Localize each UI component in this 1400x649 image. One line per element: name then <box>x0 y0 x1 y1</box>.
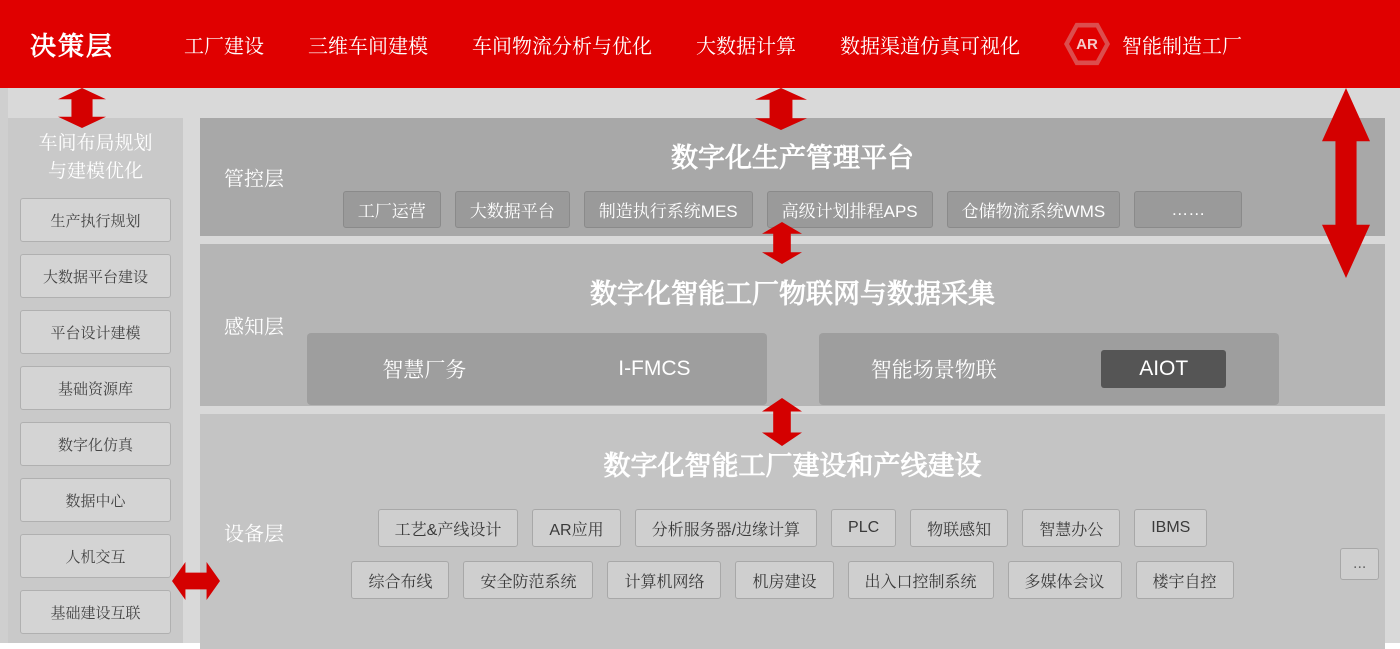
control-layer-chips <box>200 191 1385 228</box>
device-chip-r2-6[interactable]: 楼宇自控 <box>1136 561 1234 599</box>
sidebar-title <box>20 130 171 186</box>
device-chip-more[interactable]: ... <box>1340 548 1379 580</box>
device-chip-r1-0[interactable]: 工艺&产线设计 <box>378 509 519 547</box>
sensing-box-1[interactable] <box>819 333 1279 405</box>
device-chip-r2-5[interactable]: 多媒体会议 <box>1008 561 1122 599</box>
sensing-box-0[interactable] <box>307 333 767 405</box>
left-edge-stripe <box>0 88 8 643</box>
decision-layer-bar <box>0 0 1400 88</box>
sidebar-workshop-layout <box>8 118 183 643</box>
sidebar-title-line2: 与建模优化 <box>47 161 143 182</box>
sidebar-item-7[interactable]: 基础建设互联 <box>20 590 171 634</box>
device-chip-r2-0[interactable]: 综合布线 <box>351 561 449 599</box>
control-chip-4[interactable]: 仓储物流系统WMS <box>947 191 1121 228</box>
control-chip-more[interactable]: …… <box>1134 191 1242 228</box>
sidebar-item-1[interactable]: 大数据平台建设 <box>20 254 171 298</box>
topbar-item-2[interactable]: 车间物流分析与优化 <box>472 35 653 58</box>
device-layer-label: 设备层 <box>224 523 284 545</box>
ar-hexagon-icon <box>1064 21 1110 67</box>
ar-badge-label: AR <box>1076 35 1098 53</box>
sensing-layer-band <box>200 244 1385 406</box>
sensing-box-0-right: I-FMCS <box>618 357 691 380</box>
device-chip-r1-4[interactable]: 物联感知 <box>910 509 1008 547</box>
device-chip-r2-4[interactable]: 出入口控制系统 <box>848 561 994 599</box>
control-layer-band <box>200 118 1385 236</box>
device-chip-r1-5[interactable]: 智慧办公 <box>1022 509 1120 547</box>
topbar-item-1[interactable]: 三维车间建模 <box>308 35 429 58</box>
device-chip-r1-3[interactable]: PLC <box>831 509 896 547</box>
device-chip-r1-1[interactable]: AR应用 <box>532 509 620 547</box>
device-chip-r1-2[interactable]: 分析服务器/边缘计算 <box>635 509 817 547</box>
device-chip-r2-2[interactable]: 计算机网络 <box>607 561 721 599</box>
sensing-layer-title: 数字化智能工厂物联网与数据采集 <box>590 279 995 309</box>
control-chip-1[interactable]: 大数据平台 <box>455 191 570 228</box>
device-chip-r2-3[interactable]: 机房建设 <box>735 561 833 599</box>
device-row-1 <box>218 509 1367 547</box>
layers-column <box>200 118 1385 649</box>
sensing-layer-boxes <box>200 333 1385 405</box>
device-layer-title: 数字化智能工厂建设和产线建设 <box>603 451 982 481</box>
topbar-item-3[interactable]: 大数据计算 <box>696 35 797 58</box>
sensing-box-1-left: 智能场景物联 <box>870 359 997 382</box>
device-layer-rows <box>200 509 1385 599</box>
sensing-box-1-right-aiot[interactable]: AIOT <box>1101 350 1226 388</box>
decision-layer-title: 决策层 <box>30 30 115 61</box>
sidebar-item-4[interactable]: 数字化仿真 <box>20 422 171 466</box>
topbar-item-4[interactable]: 数据渠道仿真可视化 <box>840 35 1021 58</box>
control-chip-0[interactable]: 工厂运营 <box>343 191 441 228</box>
decision-layer-items <box>184 21 1400 67</box>
topbar-item-smart-factory[interactable]: 智能制造工厂 <box>1122 35 1243 58</box>
topbar-item-0[interactable]: 工厂建设 <box>184 35 265 58</box>
sidebar-item-5[interactable]: 数据中心 <box>20 478 171 522</box>
sidebar-item-3[interactable]: 基础资源库 <box>20 366 171 410</box>
control-chip-3[interactable]: 高级计划排程APS <box>767 191 933 228</box>
sidebar-item-0[interactable]: 生产执行规划 <box>20 198 171 242</box>
device-layer-band <box>200 414 1385 649</box>
control-chip-2[interactable]: 制造执行系统MES <box>584 191 753 228</box>
sensing-box-0-left: 智慧厂务 <box>382 359 467 382</box>
device-row-2 <box>218 561 1367 599</box>
sidebar-title-line1: 车间布局规划 <box>38 133 153 154</box>
control-layer-label: 管控层 <box>224 168 284 191</box>
device-chip-r2-1[interactable]: 安全防范系统 <box>463 561 593 599</box>
sidebar-item-2[interactable]: 平台设计建模 <box>20 310 171 354</box>
sensing-layer-label: 感知层 <box>224 316 284 339</box>
sidebar-item-6[interactable]: 人机交互 <box>20 534 171 578</box>
control-layer-title: 数字化生产管理平台 <box>671 143 914 173</box>
device-chip-r1-6[interactable]: IBMS <box>1134 509 1207 547</box>
